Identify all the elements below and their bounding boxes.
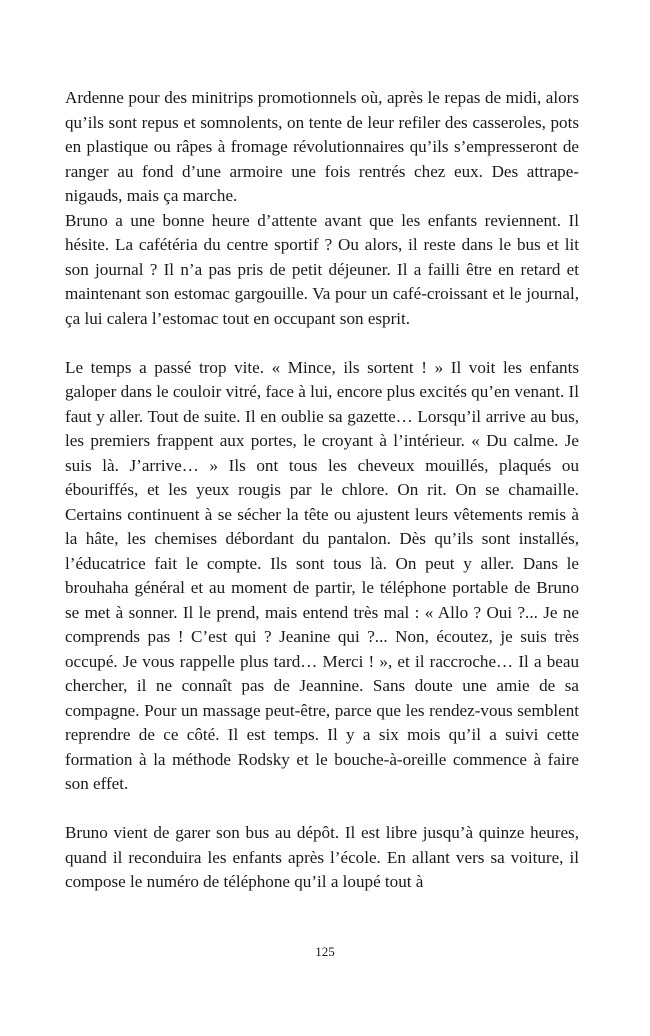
body-text	[65, 86, 579, 895]
paragraph-2: Bruno a une bonne heure d’attente avant que les enfants reviennent. Il hésite. La cafétéria du centre sportif ? Ou alors, il reste dans le bus et lit son journal ? Il n’a pas pris de petit déjeuner. Il a failli être en retard et maintenant son estomac gargouille. Va pour un café-croissant et le journal, ça lui calera l’estomac tout en occupant son esprit.	[65, 210, 579, 328]
paragraph-4: Bruno vient de garer son bus au dépôt. Il est libre jusqu’à quinze heures, quand il reconduira les enfants après l’école. En allant vers sa voiture, il compose le numéro de téléphone qu’il a loupé tout à	[65, 823, 579, 891]
paragraph-1: Ardenne pour des minitrips promotionnels où, après le repas de midi, alors qu’ils sont repus et somnolents, on tente de leur refiler des casseroles, pots en plastique ou râpes à fromage révolutionnaires qu’ils s’empresseront de ranger au fond d’une armoire une fois rentrés chez eux. Des attrape-nigauds, mais ça marche.	[65, 88, 579, 205]
paragraph-3: Le temps a passé trop vite. « Mince, ils sortent ! » Il voit les enfants galoper dans le couloir vitré, face à lui, encore plus excités qu’en venant. Il faut y aller. Tout de suite. Il en oublie sa gazette… Lorsqu’il arrive au bus, les premiers frappent aux portes, le croyant à l’intérieur. « Du calme. Je suis là. J’arrive… » Ils ont tous les cheveux mouillés, plaqués ou ébouriffés, et les yeux rougis par le chlore. On rit. On se chamaille. Certains continuent à se sécher la tête ou ajustent leurs vêtements remis à la hâte, les chemises débordant du pantalon. Dès qu’ils sont installés, l’éducatrice fait le compte. Ils sont tous là. On peut y aller. Dans le brouhaha général et au moment de partir, le téléphone portable de Bruno se met à sonner. Il le prend, mais entend très mal : « Allo ? Oui ?... Je ne comprends pas ! C’est qui ? Jeanine qui ?... Non, écoutez, je suis très occupé. Je vous rappelle plus tard… Merci ! », et il raccroche… Il a beau chercher, il ne connaît pas de Jeannine. Sans doute une amie de sa compagne. Pour un massage peut-être, parce que les rendez-vous semblent reprendre de ce côté. Il est temps. Il y a six mois qu’il a suivi cette formation à la méthode Rodsky et le bouche-à-oreille commence à faire son effet.	[65, 357, 579, 793]
page-number: 125	[315, 944, 335, 959]
